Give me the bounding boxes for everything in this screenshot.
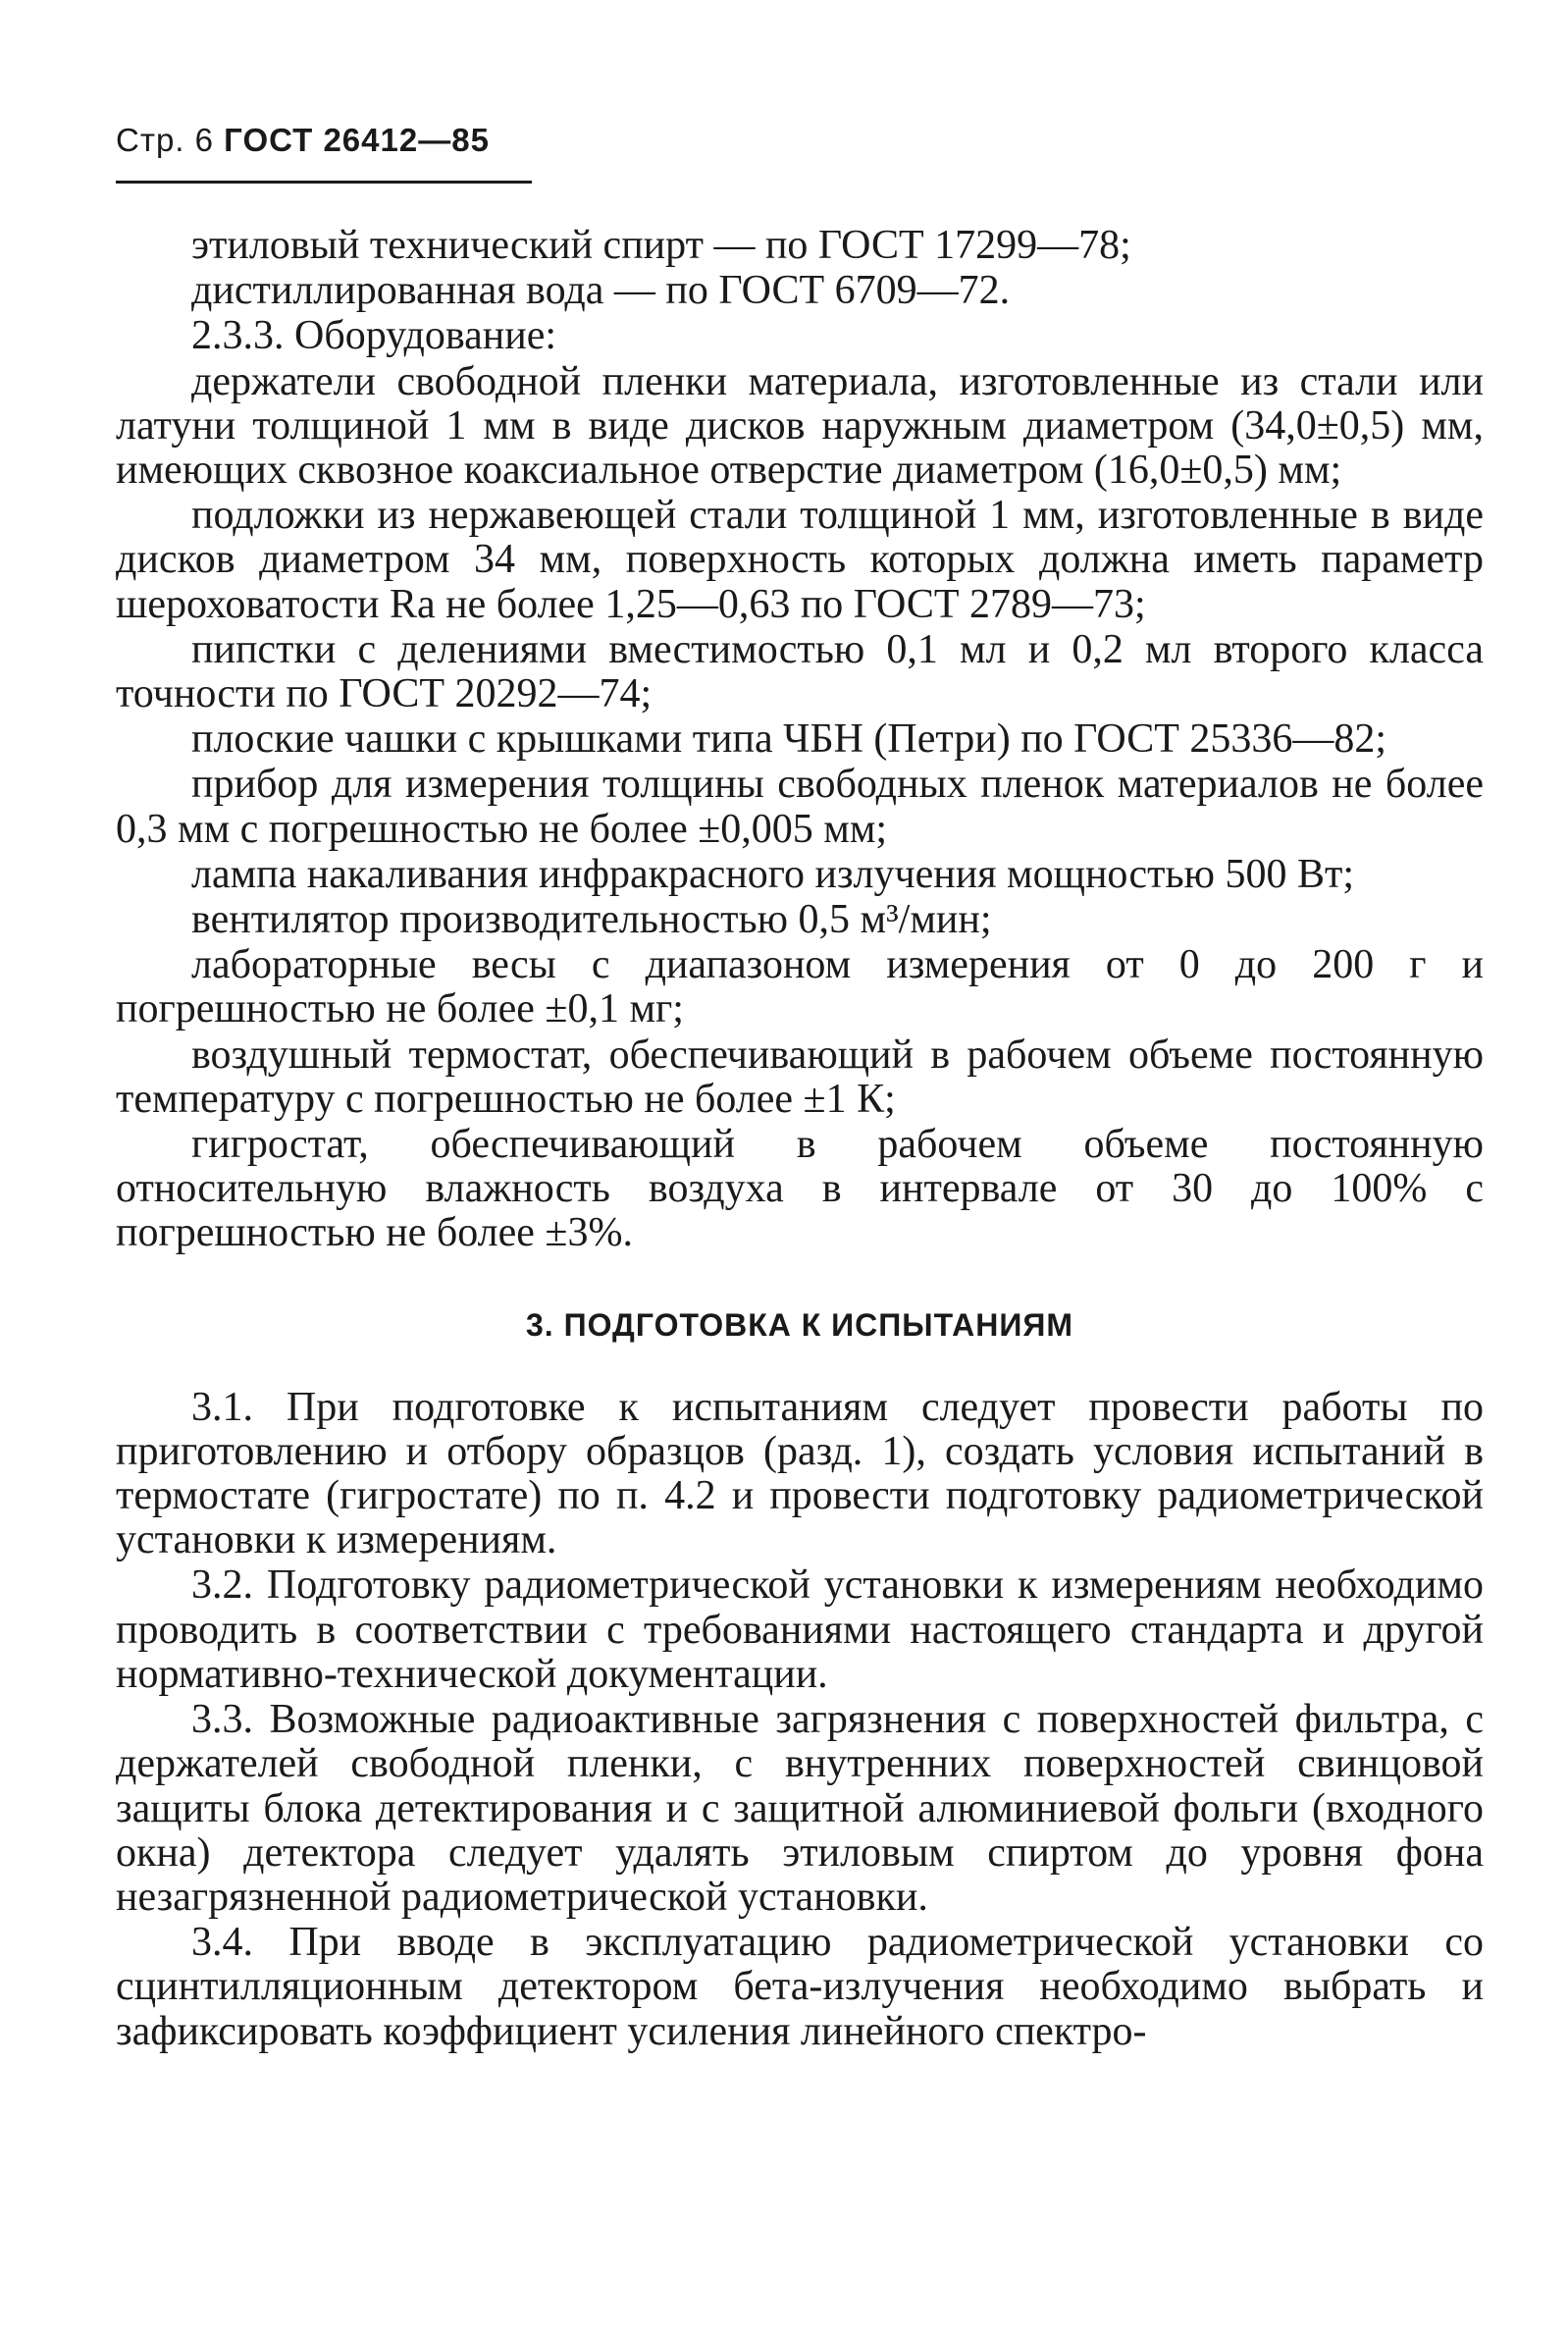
- paragraph: 2.3.3. Оборудование:: [191, 313, 557, 359]
- paragraph: лампа накаливания инфракрасного излучения мощностью 500 Вт;: [191, 851, 1355, 897]
- page-label: Стр. 6: [116, 122, 214, 158]
- paragraph: воздушный термостат, обеспечивающий в рабочем объеме постоянную температуру с погрешностью не более ±1 К;: [116, 1032, 1484, 1122]
- paragraph: плоские чашки с крышками типа ЧБН (Петри) по ГОСТ 25336—82;: [191, 716, 1387, 763]
- page-header: [116, 122, 490, 159]
- paragraph: лабораторные весы с диапазоном измерения от 0 до 200 г и погрешностью не более ±0,1 мг;: [116, 942, 1484, 1032]
- standard-number: ГОСТ 26412—85: [224, 122, 490, 158]
- paragraph: этиловый технический спирт — по ГОСТ 17299—78;: [191, 223, 1131, 268]
- paragraph: 3.2. Подготовку радиометрической установки к измерениям необходимо проводить в соответствии с требованиями настоящего стандарта и другой нормативно-технической документации.: [116, 1562, 1484, 1697]
- header-divider: [116, 181, 532, 184]
- paragraph: пипстки с делениями вместимостью 0,1 мл и 0,2 мл второго класса точности по ГОСТ 20292—74;: [116, 626, 1484, 717]
- paragraph: дистиллированная вода — по ГОСТ 6709—72.: [191, 268, 1011, 314]
- paragraph: прибор для измерения толщины свободных пленок материалов не более 0,3 мм с погрешностью не более ±0,005 мм;: [116, 762, 1484, 852]
- paragraph: вентилятор производительностью 0,5 м³/мин;: [191, 897, 992, 943]
- paragraph: держатели свободной пленки материала, изготовленные из стали или латуни толщиной 1 мм в виде дисков наружным диаметром (34,0±0,5) мм, имеющих сквозное коаксиальное отверстие диаметром (16,0±0,5) мм;: [116, 358, 1484, 494]
- document-body: [116, 224, 1484, 2055]
- paragraph: 3.4. При вводе в эксплуатацию радиометрической установки со сцинтилляционным детектором бета-излучения необходимо выбрать и зафиксировать коэффициент усиления линейного спектро-: [116, 1920, 1484, 2054]
- paragraph: гигростат, обеспечивающий в рабочем объеме постоянную относительную влажность воздуха в интервале от 30 до 100% с погрешностью не более ±3%.: [116, 1122, 1484, 1256]
- paragraph: 3.3. Возможные радиоактивные загрязнения с поверхностей фильтра, с держателей свободной пленки, с внутренних поверхностей свинцовой защиты блока детектирования и с защитной алюминиевой фольги (входного окна) детектора следует удалять этиловым спиртом до уровня фона незагрязненной радиометрической установки.: [116, 1697, 1484, 1920]
- paragraph: 3.1. При подготовке к испытаниям следует провести работы по приготовлению и отбору образцов (разд. 1), создать условия испытаний в термостате (гигростате) по п. 4.2 и провести подготовку радиометрической установки к измерениям.: [116, 1384, 1484, 1563]
- section-title: 3. ПОДГОТОВКА К ИСПЫТАНИЯМ: [526, 1306, 1073, 1343]
- paragraph: подложки из нержавеющей стали толщиной 1 мм, изготовленные в виде дисков диаметром 34 мм, поверхность которых должна иметь параметр шероховатости Ra не более 1,25—0,63 по ГОСТ 2789—73;: [116, 493, 1484, 627]
